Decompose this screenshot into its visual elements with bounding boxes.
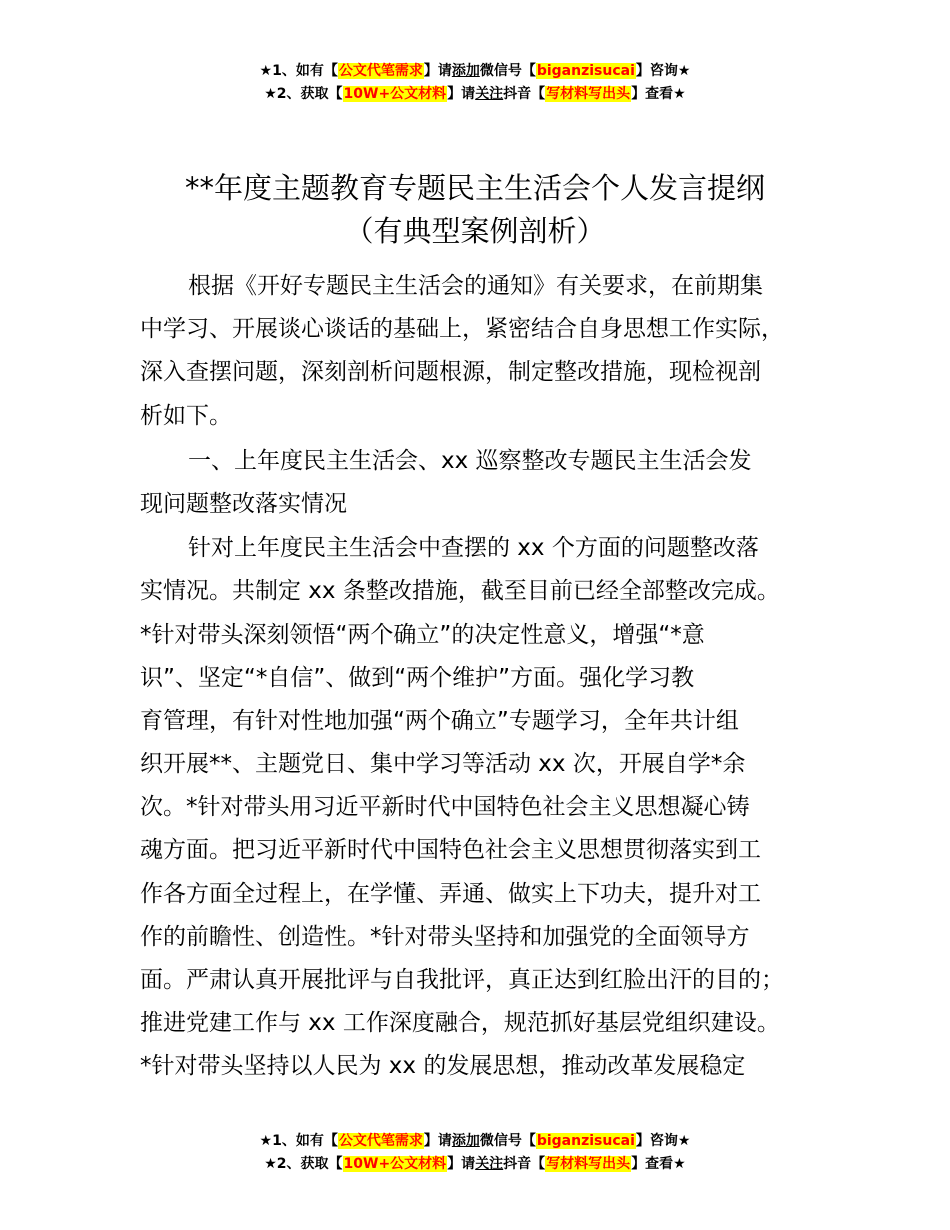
banner-text: 抖音【 [503, 1156, 546, 1172]
banner-highlight-service: 公文代笔需求 [338, 1133, 423, 1149]
banner-text: 】请 [423, 63, 452, 79]
banner-highlight-materials: 10W+公文材料 [343, 1156, 447, 1172]
section-heading-line: 现问题整改落实情况 [140, 490, 347, 517]
body-line: 次。*针对带头用习近平新时代中国特色社会主义思想凝心铸 [140, 794, 750, 821]
banner-line-1 [0, 1130, 950, 1153]
banner-underlined-text: 添加 [451, 63, 480, 79]
footer-banner [0, 1130, 950, 1176]
body-line: *针对带头坚持以人民为 xx 的发展思想，推动改革发展稳定 [140, 1053, 746, 1080]
banner-underlined-text: 添加 [451, 1133, 480, 1149]
body-line: 针对上年度民主生活会中查摆的 xx 个方面的问题整改落 [188, 535, 759, 562]
banner-text: 】咨询★ [635, 63, 691, 79]
banner-text: 】查看★ [631, 1156, 686, 1172]
body-line: 实情况。共制定 xx 条整改措施，截至目前已经全部整改完成。 [140, 578, 780, 605]
banner-text: 微信号【 [479, 63, 536, 79]
document-title [0, 167, 950, 253]
banner-text: ★2、获取【 [264, 86, 343, 102]
banner-line-2 [0, 1153, 950, 1176]
banner-highlight-douyin: 写材料写出头 [546, 1156, 631, 1172]
banner-text: ★1、如有【 [259, 63, 338, 79]
banner-text: 】查看★ [631, 86, 686, 102]
section-heading-line: 一、上年度民主生活会、xx 巡察整改专题民主生活会发 [188, 447, 752, 474]
banner-highlight-materials: 10W+公文材料 [343, 86, 447, 102]
banner-line-2 [0, 83, 950, 106]
title-line-2: （有典型案例剖析） [344, 214, 606, 248]
banner-text: 】咨询★ [635, 1133, 691, 1149]
body-line: *针对带头深刻领悟“两个确立”的决定性意义，增强“*意 [140, 621, 705, 648]
banner-highlight-wechat-id: biganzisucai [536, 63, 635, 79]
header-banner [0, 60, 950, 106]
body-line: 根据《开好专题民主生活会的通知》有关要求，在前期集 [188, 273, 763, 299]
body-line: 织开展**、主题党日、集中学习等活动 xx 次，开展自学*余 [140, 751, 746, 778]
body-line: 深入查摆问题，深刻剖析问题根源，制定整改措施，现检视剖 [140, 359, 761, 386]
body-line: 识”、坚定“*自信”、做到“两个维护”方面。强化学习教 [140, 664, 695, 691]
body-line: 面。严肃认真开展批评与自我批评，真正达到红脸出汗的目的； [140, 967, 784, 993]
title-line-1: **年度主题教育专题民主生活会个人发言提纲 [184, 171, 765, 205]
body-line: 魂方面。把习近平新时代中国特色社会主义思想贯彻落实到工 [140, 837, 761, 864]
banner-text: 微信号【 [479, 1133, 536, 1149]
banner-highlight-wechat-id: biganzisucai [536, 1133, 635, 1149]
body-line: 育管理，有针对性地加强“两个确立”专题学习，全年共计组 [140, 707, 739, 734]
banner-text: 】请 [447, 86, 476, 102]
banner-text: ★2、获取【 [264, 1156, 343, 1172]
banner-line-1 [0, 60, 950, 83]
banner-highlight-douyin: 写材料写出头 [546, 86, 631, 102]
banner-highlight-service: 公文代笔需求 [338, 63, 423, 79]
banner-underlined-text: 关注 [475, 1156, 504, 1172]
body-line: 析如下。 [140, 402, 232, 429]
banner-text: 】请 [447, 1156, 476, 1172]
banner-text: ★1、如有【 [259, 1133, 338, 1149]
document-body [140, 265, 830, 1089]
banner-underlined-text: 关注 [475, 86, 504, 102]
banner-text: 抖音【 [503, 86, 546, 102]
body-line: 作各方面全过程上，在学懂、弄通、做实上下功夫，提升对工 [140, 880, 761, 907]
body-line: 中学习、开展谈心谈话的基础上，紧密结合自身思想工作实际， [140, 316, 784, 343]
banner-text: 】请 [423, 1133, 452, 1149]
body-line: 作的前瞻性、创造性。*针对带头坚持和加强党的全面领导方 [140, 923, 750, 950]
body-line: 推进党建工作与 xx 工作深度融合，规范抓好基层党组织建设。 [140, 1010, 780, 1037]
